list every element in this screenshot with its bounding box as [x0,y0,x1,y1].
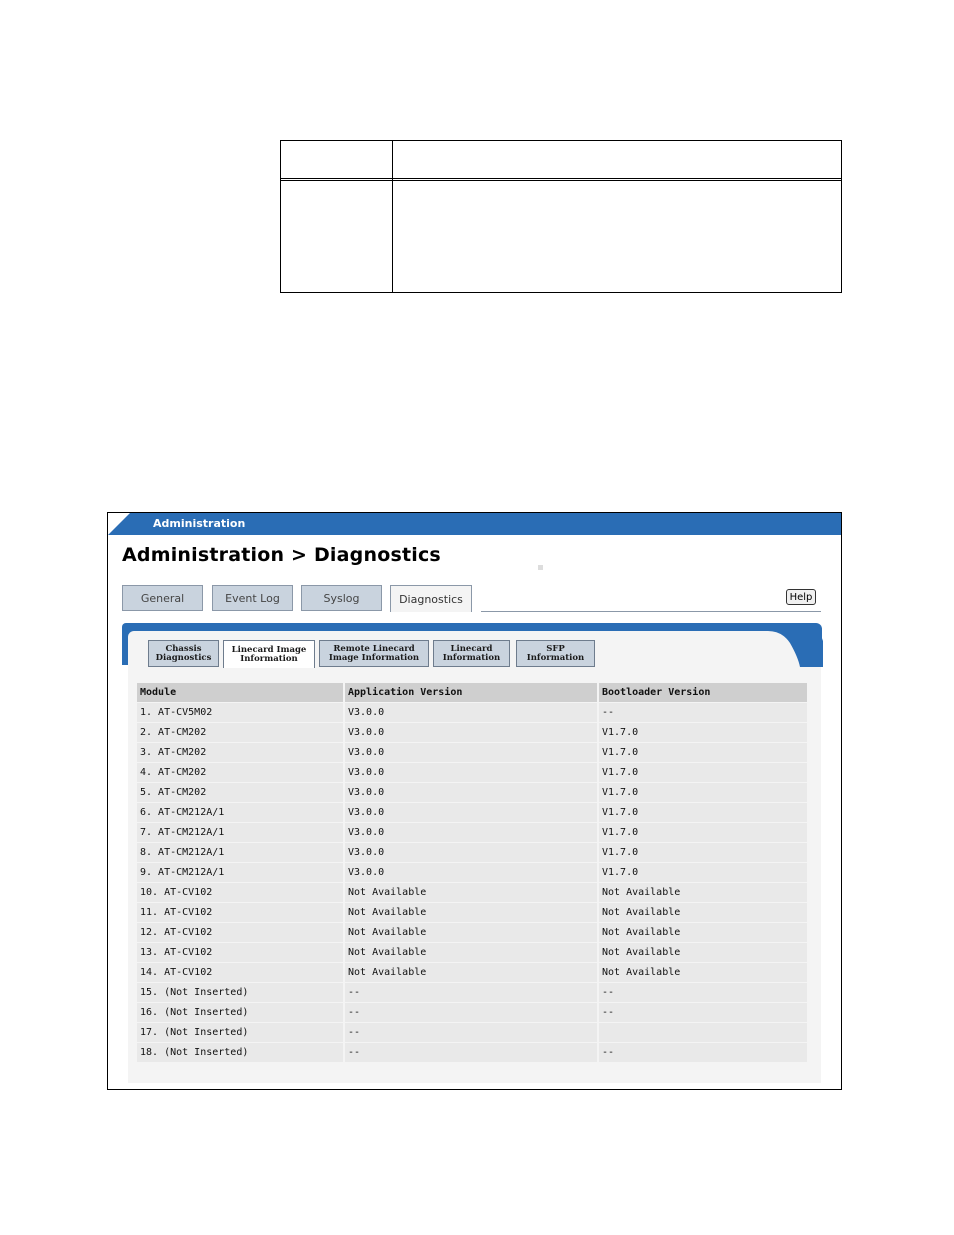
table-row [137,902,807,922]
cell-module: 1. AT-CV5M02 [137,702,345,722]
cell-bootloader-version: V1.7.0 [599,822,807,842]
table-row [137,1002,807,1022]
page-title: Administration > Diagnostics [122,544,441,566]
cell-bootloader-version: Not Available [599,922,807,942]
cell-application-version: Not Available [345,902,599,922]
cell-bootloader-version: -- [599,982,807,1002]
banner-bar [108,513,841,535]
cell-module: 3. AT-CM202 [137,742,345,762]
cell-application-version: V3.0.0 [345,862,599,882]
cell-application-version: Not Available [345,942,599,962]
cell-application-version: -- [345,982,599,1002]
table-row [137,942,807,962]
cell-application-version: V3.0.0 [345,762,599,782]
cell-application-version: V3.0.0 [345,742,599,762]
cell-bootloader-version: V1.7.0 [599,862,807,882]
cell-bootloader-version [599,1022,807,1042]
table-row [137,782,807,802]
subtab-sfp-information[interactable]: SFP Information [516,640,595,667]
doc-table [280,140,842,293]
doc-table-header-rule [281,178,841,179]
tab-diagnostics[interactable]: Diagnostics [390,585,472,612]
table-row [137,742,807,762]
cell-bootloader-version: -- [599,1042,807,1062]
table-row [137,802,807,822]
cell-application-version: -- [345,1042,599,1062]
table-row [137,922,807,942]
doc-table-column-divider [392,141,393,292]
cell-application-version: V3.0.0 [345,822,599,842]
cell-module: 8. AT-CM212A/1 [137,842,345,862]
cell-module: 14. AT-CV102 [137,962,345,982]
cell-bootloader-version: V1.7.0 [599,782,807,802]
table-row [137,862,807,882]
cell-bootloader-version: -- [599,702,807,722]
tab-underline [481,611,821,612]
subtab-chassis-diagnostics[interactable]: Chassis Diagnostics [148,640,219,667]
cell-bootloader-version: -- [599,1002,807,1022]
column-header-module: Module [137,683,345,702]
table-row [137,822,807,842]
linecard-image-table [137,683,807,1062]
column-header-bootloader-version: Bootloader Version [599,683,807,702]
cell-bootloader-version: Not Available [599,902,807,922]
cell-module: 6. AT-CM212A/1 [137,802,345,822]
cell-application-version: V3.0.0 [345,722,599,742]
table-row [137,1022,807,1042]
table-row [137,962,807,982]
cell-bootloader-version: V1.7.0 [599,842,807,862]
column-header-application-version: Application Version [345,683,599,702]
table-row [137,722,807,742]
table-row [137,702,807,722]
cell-module: 5. AT-CM202 [137,782,345,802]
table-row [137,842,807,862]
help-button[interactable]: Help [786,589,816,605]
subtab-linecard-image-information[interactable]: Linecard Image Information [223,640,315,668]
cell-bootloader-version: V1.7.0 [599,722,807,742]
cell-bootloader-version: V1.7.0 [599,762,807,782]
cell-application-version: -- [345,1022,599,1042]
cell-module: 4. AT-CM202 [137,762,345,782]
cell-module: 13. AT-CV102 [137,942,345,962]
cell-bootloader-version: Not Available [599,942,807,962]
table-row [137,982,807,1002]
cell-module: 12. AT-CV102 [137,922,345,942]
band-corner-blue [748,623,823,667]
cell-application-version: V3.0.0 [345,782,599,802]
table-row [137,882,807,902]
doc-table-header-rule-2 [281,180,841,181]
tab-syslog[interactable]: Syslog [301,585,382,611]
cell-application-version: Not Available [345,882,599,902]
cell-module: 11. AT-CV102 [137,902,345,922]
cell-module: 7. AT-CM212A/1 [137,822,345,842]
cell-application-version: V3.0.0 [345,702,599,722]
cell-application-version: V3.0.0 [345,842,599,862]
banner-notch [108,513,130,535]
cell-bootloader-version: V1.7.0 [599,742,807,762]
cell-bootloader-version: Not Available [599,962,807,982]
table-row [137,1042,807,1062]
tab-general[interactable]: General [122,585,203,611]
banner-title: Administration [153,517,246,530]
cell-application-version: V3.0.0 [345,802,599,822]
cell-module: 2. AT-CM202 [137,722,345,742]
subtab-linecard-information[interactable]: Linecard Information [433,640,510,667]
cell-module: 15. (Not Inserted) [137,982,345,1002]
cell-bootloader-version: V1.7.0 [599,802,807,822]
cell-bootloader-version: Not Available [599,882,807,902]
cell-module: 17. (Not Inserted) [137,1022,345,1042]
cell-application-version: Not Available [345,922,599,942]
table-header-row [137,683,807,702]
subtab-remote-linecard-image-information[interactable]: Remote Linecard Image Information [319,640,429,667]
tab-event-log[interactable]: Event Log [212,585,293,611]
cell-module: 16. (Not Inserted) [137,1002,345,1022]
cell-module: 9. AT-CM212A/1 [137,862,345,882]
decorative-dot [538,565,543,570]
cell-application-version: Not Available [345,962,599,982]
diagnostics-window [107,512,842,1090]
table-body [137,702,807,1062]
cell-module: 18. (Not Inserted) [137,1042,345,1062]
table-row [137,762,807,782]
cell-application-version: -- [345,1002,599,1022]
cell-module: 10. AT-CV102 [137,882,345,902]
